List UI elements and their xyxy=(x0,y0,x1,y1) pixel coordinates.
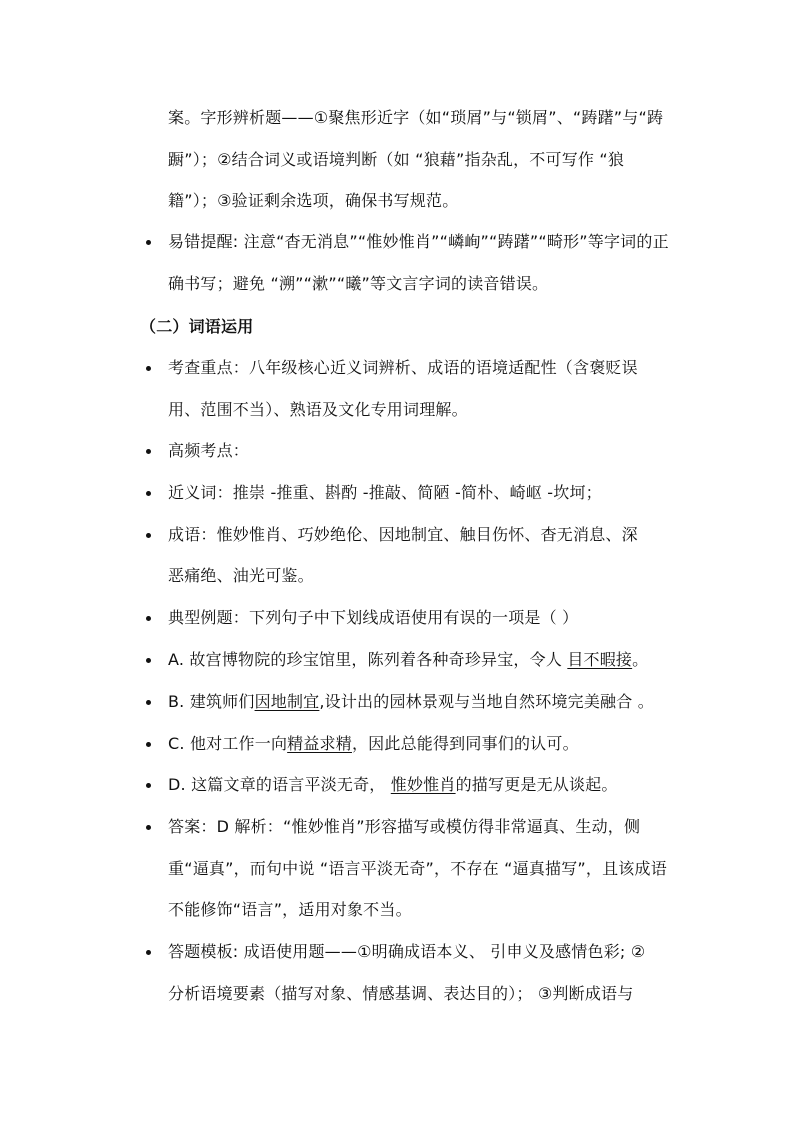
text-line: 案。字形辨析题——①聚焦形近字（如“琐屑”与“锁屑”、“踌躇”与“踌 xyxy=(168,108,664,127)
option-a xyxy=(168,650,648,670)
option-d xyxy=(168,775,618,795)
bullet-icon xyxy=(146,240,151,245)
text-line: 不能修饰“语言”，适用对象不当。 xyxy=(168,900,412,919)
text-line: 用、范围不当）、熟语及文化专用词理解。 xyxy=(168,400,468,419)
text-line: 近义词：推崇 -推重、斟酌 -推敲、简陋 -简朴、崎岖 -坎坷； xyxy=(168,483,602,502)
text-line: 确书写；避免 “溯”“漱”“曦”等文言字词的读音错误。 xyxy=(168,274,549,293)
text-line: 重“逼真”，而句中说 “语言平淡无奇”，不存在 “逼真描写”，且该成语 xyxy=(168,859,667,878)
underlined-idiom: 精益求精 xyxy=(287,734,352,753)
text-line: 易错提醒: 注意“杳无消息”“惟妙惟肖”“嶙峋”“踌躇”“畸形”等字词的正 xyxy=(168,232,669,251)
text-line: 典型例题：下列句子中下划线成语使用有误的一项是（ ） xyxy=(168,608,579,627)
bullet-icon xyxy=(146,366,151,371)
section-heading: （二）词语运用 xyxy=(140,317,254,336)
option-text: ，因此总能得到同事们的认可。 xyxy=(351,734,579,753)
text-line: 恶痛绝、油光可鉴。 xyxy=(168,566,314,585)
option-c xyxy=(168,734,579,754)
underlined-idiom: 目不暇接 xyxy=(567,650,633,669)
option-text: A. 故宫博物院的珍宝馆里，陈列着各种奇珍异宝，令人 xyxy=(168,650,568,669)
option-text: 。 xyxy=(632,650,649,669)
bullet-icon xyxy=(146,950,151,955)
bullet-icon xyxy=(146,742,151,747)
bullet-icon xyxy=(146,825,151,830)
text-line: 答题模板: 成语使用题——①明确成语本义、 引申义及感情色彩; ② xyxy=(168,942,646,961)
option-text: ,设计出的园林景观与当地自然环境完美融合 。 xyxy=(319,692,654,711)
text-line: 高频考点： xyxy=(168,441,250,460)
bullet-icon xyxy=(146,616,151,621)
text-line: 成语：惟妙惟肖、巧妙绝伦、因地制宜、触目伤怀、杳无消息、深 xyxy=(168,525,638,544)
text-line: 籍”）；③验证剩余选项，确保书写规范。 xyxy=(168,191,459,210)
option-b xyxy=(168,692,654,712)
bullet-icon xyxy=(146,783,151,788)
bullet-icon xyxy=(146,700,151,705)
option-text: C. 他对工作一向 xyxy=(168,734,288,753)
option-text: D. 这篇文章的语言平淡无奇， xyxy=(168,775,391,794)
option-text: 的描写更是无从谈起。 xyxy=(455,775,618,794)
text-line: 考查重点：八年级核心近义词辨析、成语的语境适配性（含褒贬误 xyxy=(168,358,638,377)
underlined-idiom: 惟妙惟肖 xyxy=(390,775,456,794)
bullet-icon xyxy=(146,491,151,496)
text-line: 答案：D 解析：“惟妙惟肖”形容描写或模仿得非常逼真、生动，侧 xyxy=(168,817,641,836)
option-text: B. 建筑师们 xyxy=(168,692,255,711)
text-line: 分析语境要素（描写对象、情感基调、表达目的）； ③判断成语与 xyxy=(168,984,634,1003)
bullet-icon xyxy=(146,658,151,663)
text-line: 蹰”）；②结合词义或语境判断（如 “狼藉”指杂乱，不可写作 “狼 xyxy=(168,150,625,169)
underlined-idiom: 因地制宜 xyxy=(254,692,320,711)
bullet-icon xyxy=(146,533,151,538)
bullet-icon xyxy=(146,449,151,454)
